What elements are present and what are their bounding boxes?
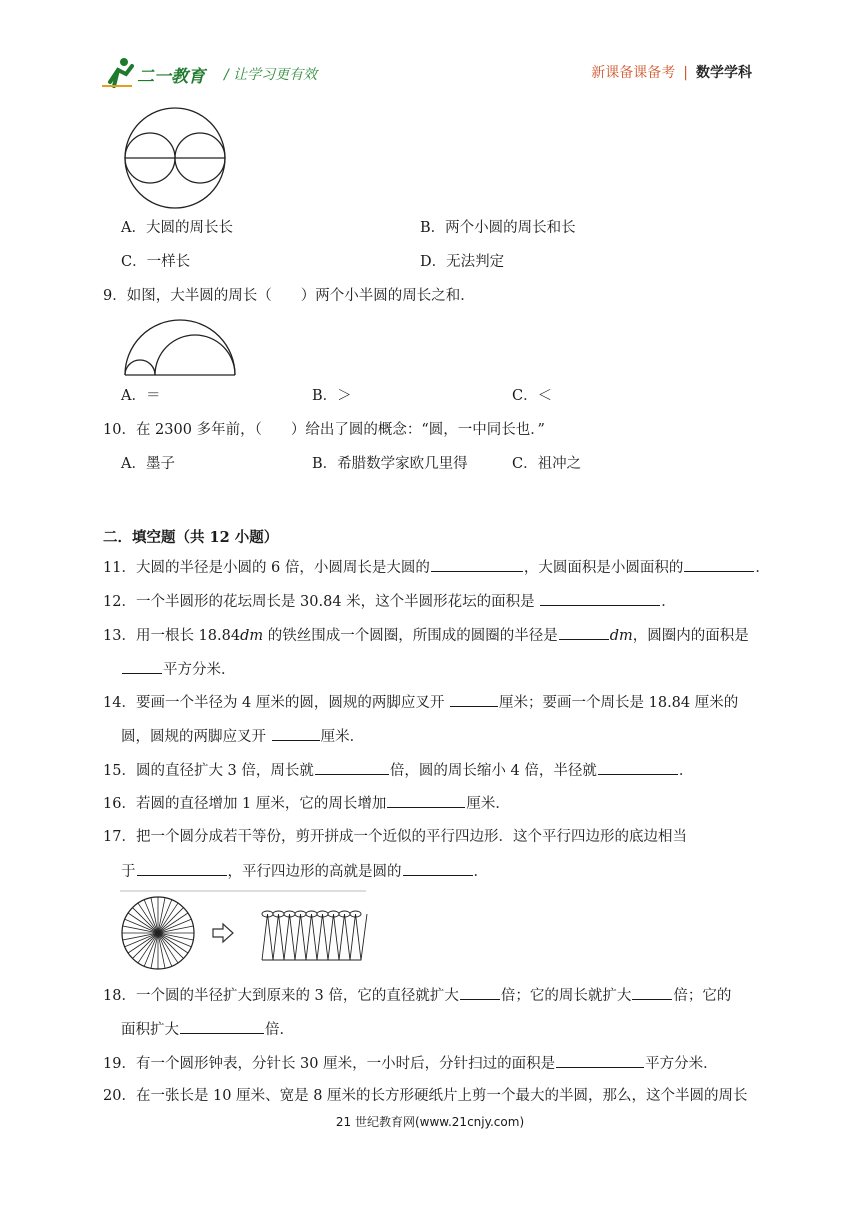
q17-text-4: ．	[473, 864, 488, 880]
q8-option-b: B．两个小圆的周长和长	[420, 220, 576, 236]
q18-text-1: 18．一个圆的半径扩大到原来的 3 倍，它的直径就扩大	[103, 988, 459, 1004]
q15-blank-2	[598, 760, 678, 775]
q16-text-1: 16．若圆的直径增加 1 厘米，它的周长增加	[103, 796, 387, 812]
q13-text-3: ，圆圈内的面积是	[632, 628, 749, 644]
q10-option-b: B．希腊数学家欧几里得	[312, 456, 468, 472]
q10-option-c: C．祖冲之	[512, 456, 582, 472]
q11-blank-2	[684, 557, 754, 572]
q12-blank	[540, 591, 660, 606]
q12	[103, 591, 676, 612]
q9-option-a: A．＝	[121, 388, 161, 404]
runner-logo-icon	[102, 56, 136, 90]
right-arrow-icon	[213, 924, 233, 942]
q17-line-2	[121, 861, 488, 882]
q9-option-b: B．＞	[312, 388, 352, 404]
header-right-b: 数学学科	[696, 65, 752, 81]
q14-blank-2	[272, 726, 320, 741]
q11-blank-1	[431, 557, 523, 572]
slogan: / 让学习更有效	[224, 67, 318, 83]
header-separator: |	[683, 65, 688, 81]
q10-option-a: A．墨子	[121, 456, 175, 472]
q16-text-2: 厘米．	[466, 796, 510, 812]
q18-line-1	[103, 985, 731, 1006]
q13-unit: dm	[240, 628, 264, 644]
header-right-a: 新课备课备考	[591, 65, 676, 81]
q14-blank-1	[450, 692, 498, 707]
q11-text-3: ．	[755, 560, 770, 576]
logo-text: 二一教育	[137, 67, 205, 87]
q18-text-5: 倍．	[265, 1022, 294, 1038]
q17-text-3: ，平行四边形的高就是圆的	[227, 864, 402, 880]
q15	[103, 760, 693, 781]
header-subject	[591, 62, 752, 82]
q20: 20．在一张长是 10 厘米、宽是 8 厘米的长方形硬纸片上剪一个最大的半圆，那么，这个半圆的周长	[103, 1088, 748, 1104]
q18-blank-1	[460, 985, 500, 1000]
q11-text-1: 11．大圆的半径是小圆的 6 倍，小圆周长是大圆的	[103, 560, 430, 576]
q16-blank	[387, 793, 465, 808]
sector-circle-icon	[122, 897, 194, 969]
q10-stem: 10．在 2300 多年前，（ ）给出了圆的概念：“圆，一中同长也．”	[103, 422, 545, 438]
section-title: 二．填空题（共 12 小题）	[103, 529, 279, 546]
q16	[103, 793, 510, 814]
q18-text-4: 面积扩大	[121, 1022, 179, 1038]
q14-text-2: 厘米；要画一个周长是 18.84 厘米的	[499, 695, 739, 711]
q19-text-1: 19．有一个圆形钟表，分针长 30 厘米，一小时后，分针扫过的面积是	[103, 1056, 556, 1072]
q12-text-2: ．	[661, 594, 676, 610]
q15-text-2: 倍，圆的周长缩小 4 倍，半径就	[389, 763, 597, 779]
q14-line-1	[103, 692, 738, 713]
q19	[103, 1053, 718, 1074]
q9-stem: 9．如图，大半圆的周长（ ）两个小半圆的周长之和．	[103, 288, 475, 304]
q14-text-4: 厘米．	[320, 729, 365, 745]
q17-line-1: 17．把一个圆分成若干等份，剪开拼成一个近似的平行四边形．这个平行四边形的底边相当	[103, 829, 687, 845]
q13-line-1	[103, 625, 749, 646]
q17-blank-1	[137, 861, 227, 876]
header-brand	[102, 56, 362, 90]
footer: 21 世纪教育网(www.21cnjy.com)	[335, 1115, 525, 1129]
q8-figure-circles	[124, 106, 234, 212]
q17-blank-2	[403, 861, 473, 876]
q9-figure-semicircles	[122, 316, 238, 376]
q18-blank-2	[632, 985, 672, 1000]
q18-line-2	[121, 1019, 294, 1040]
q14-line-2	[121, 726, 364, 747]
q13-line-2	[121, 659, 236, 680]
q12-text-1: 12．一个半圆形的花坛周长是 30.84 米，这个半圆形花坛的面积是	[103, 594, 540, 610]
parallelogram-icon	[262, 911, 367, 960]
q14-text-3: 圆，圆规的两脚应叉开	[121, 729, 271, 745]
q8-option-c: C．一样长	[121, 254, 191, 270]
q13-unit-2: dm	[609, 628, 633, 644]
q17-text-2: 于	[121, 864, 136, 880]
q9-option-c: C．＜	[512, 388, 553, 404]
q19-text-2: 平方分米．	[645, 1056, 718, 1072]
q11	[103, 557, 770, 578]
q13-blank-2	[122, 659, 162, 674]
q8-option-d: D．无法判定	[420, 254, 505, 270]
q15-blank-1	[315, 760, 389, 775]
q13-text-2: 的铁丝围成一个圆圈，所围成的圆圈的半径是	[263, 628, 558, 644]
q13-text-1: 13．用一根长 18.84	[103, 628, 241, 644]
q14-text-1: 14．要画一个半径为 4 厘米的圆，圆规的两脚应叉开	[103, 695, 450, 711]
q11-text-2: ，大圆面积是小圆面积的	[523, 560, 684, 576]
q15-text-3: ．	[678, 763, 694, 779]
q17-figure	[120, 890, 370, 976]
q18-blank-3	[180, 1019, 264, 1034]
q15-text-1: 15．圆的直径扩大 3 倍，周长就	[103, 763, 314, 779]
q18-text-3: 倍；它的	[673, 988, 732, 1004]
q18-text-2: 倍；它的周长就扩大	[500, 988, 632, 1004]
q13-text-4: 平方分米．	[163, 662, 236, 678]
q8-option-a: A．大圆的周长长	[121, 220, 233, 236]
q19-blank	[556, 1053, 644, 1068]
q13-blank-1	[559, 625, 609, 640]
